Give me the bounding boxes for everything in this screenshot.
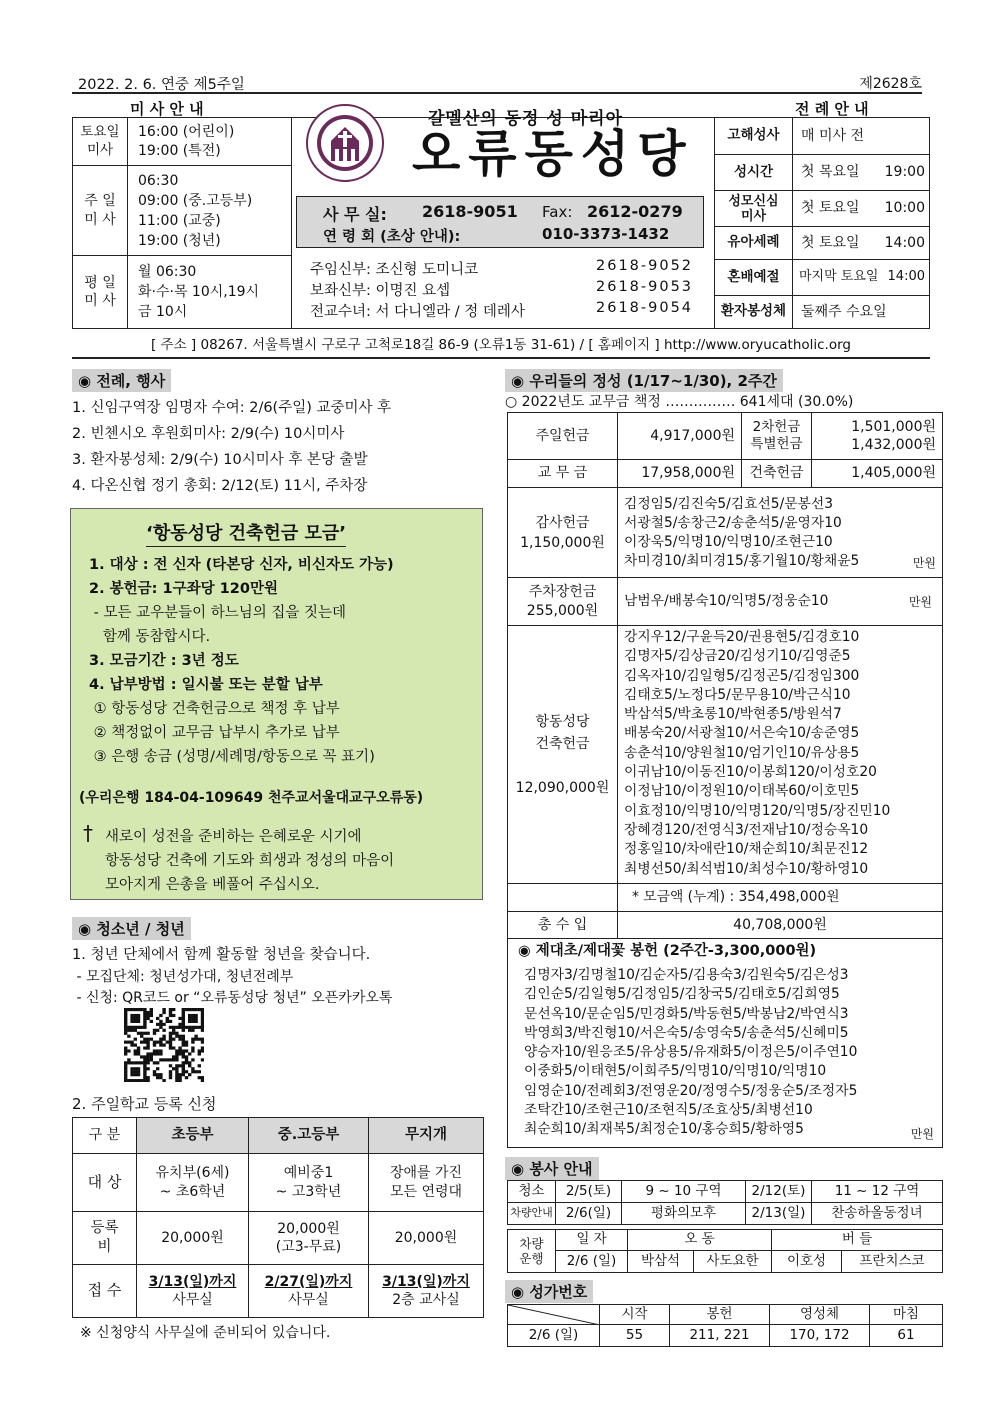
hymns-title: ◉ 성가번호 [505,1280,593,1303]
school-row-label: 접 수 [73,1265,137,1318]
hymns-cell: 2/6 (일) [508,1325,600,1347]
clergy-pastor: 주임신부: 조신형 도미니코 [310,262,479,278]
liturgy-value: 첫 목요일 19:00 [793,155,930,191]
vehicle-cell: 2/6 (일) [556,1251,628,1273]
school-title: 2. 주일학교 등록 신청 [72,1095,217,1113]
parish-name: 오류동성당 [412,125,694,183]
liturgy-label: 성모신심 미사 [715,191,793,227]
youth-section [72,917,191,940]
office-box [296,196,704,248]
issue-date-line [72,72,922,94]
hymns-header: 봉헌 [670,1305,770,1325]
clergy-assistant: 보좌신부: 이명진 요셉 [310,283,451,299]
candle-title: ◉ 제대초/제대꽃 봉헌 (2주간-3,300,000원) [518,943,817,959]
clergy-sisters-phone: 2618-9054 [596,300,694,316]
qr-code-icon[interactable] [124,1008,204,1082]
school-table [72,1117,484,1318]
service-title: ◉ 봉사 안내 [505,1157,599,1180]
hymns-cell: 55 [600,1325,670,1347]
event-item: 4. 다온신협 정기 총회: 2/12(토) 11시, 주차장 [72,478,368,494]
school-cell-deadline: 3/13(일)까지 2층 교사실 [369,1265,484,1318]
mass-label-weekday: 평 일 미 사 [73,256,128,329]
clergy-assistant-phone: 2618-9053 [596,279,694,295]
offerings-section [505,369,783,392]
bank-account: (우리은행 184-04-109649 천주교서울대교구오류동) [79,790,424,806]
liturgy-label: 환자봉성체 [715,296,793,329]
school-header: 초등부 [137,1118,249,1154]
liturgy-value: 둘째주 수요일 [793,296,930,329]
offerings-table [507,412,943,939]
liturgy-label: 혼배예절 [715,260,793,296]
school-cell-deadline: 3/13(일)까지 사무실 [137,1265,249,1318]
event-item: 3. 환자봉성체: 2/9(수) 10시미사 후 본당 출발 [72,452,368,468]
clergy-list [310,258,705,321]
liturgy-value: 첫 토요일 10:00 [793,191,930,227]
vehicle-table [507,1229,943,1273]
service-table [507,1180,943,1225]
vehicle-cell: 프란치스코 [842,1251,943,1273]
liturgy-value: 마지막 토요일 14:00 [793,260,930,296]
offering-label: 항동성당 건축헌금 12,090,000원 [508,626,618,884]
hymns-cell: 211, 221 [670,1325,770,1347]
offering-names: 남범우/배봉숙10/익명5/정웅순10 만원 [618,578,943,626]
service-value: 9 ~ 10 구역 [622,1181,746,1203]
offering-value: 1,501,000원 1,432,000원 [812,413,943,460]
school-cell: 장애를 가진 모든 연령대 [369,1154,484,1212]
vehicle-cell: 박삼석 [628,1251,694,1273]
hymns-header [508,1305,600,1325]
school-cell: 예비중1 ~ 고3학년 [249,1154,369,1212]
liturgy-title: 전 례 안 내 [795,100,869,118]
youth-title: ◉ 청소년 / 청년 [72,917,191,940]
building-fund-lines: 1. 대상 : 전 신자 (타본당 신자, 비신자도 가능) 2. 봉헌금: 1구좌당 120만원 - 모든 교우분들이 하느님의 집을 짓는데 함께 동참합시다. 3. 모금기간 : 3년 정도 4. 납부방법 : 일시불 또는 분할 납부 ① 항동성당 건축헌금으로 책정 후 납부 ② 책정없이 교무금 납부시 추가로 납부 ③ 은행 송금 (성명/세례명/항동으로 꼭 표기) [89,557,394,765]
service-date: 2/6(일) [556,1203,622,1225]
vehicle-header: 오 동 [628,1230,772,1251]
hymns-header: 영성체 [770,1305,870,1325]
address-line: [ 주소 ] 08267. 서울특별시 구로구 고척로18길 86-9 (오류1동 31-61) / [ 홈페이지 ] http://www.oryucatholic.org [72,333,930,359]
mass-table [72,117,292,329]
service-value: 평화의모후 [622,1203,746,1225]
liturgy-table [714,117,930,329]
liturgy-value: 매 미사 전 [793,118,930,155]
school-cell: 20,000원 (고3-무료) [249,1212,369,1265]
hymns-section [505,1280,593,1303]
events-title: ◉ 전례, 행사 [72,369,171,392]
liturgy-label: 유아세례 [715,227,793,260]
offering-label: 총 수 입 [508,912,618,939]
liturgy-label: 성시간 [715,155,793,191]
offering-label: 건축헌금 [742,460,812,488]
hymns-cell: 170, 172 [770,1325,870,1347]
school-cell: 20,000원 [369,1212,484,1265]
offerings-title: ◉ 우리들의 정성 (1/17~1/30), 2주간 [505,369,783,392]
building-fund-box [70,508,483,900]
vehicle-header: 버 들 [772,1230,943,1251]
school-header: 중.고등부 [249,1118,369,1154]
school-cell-deadline: 2/27(일)까지 사무실 [249,1265,369,1318]
offering-value: 4,917,000원 [618,413,742,460]
service-date: 2/12(토) [746,1181,812,1203]
mass-title: 미 사 안 내 [130,100,204,118]
offering-label: 주차장헌금 255,000원 [508,578,618,626]
funeral-phone: 010-3373-1432 [542,225,670,243]
offering-value: 1,405,000원 [812,460,943,488]
event-item: 1. 신임구역장 임명자 수여: 2/6(주일) 교중미사 후 [72,400,392,416]
offering-label: 2차헌금 특별헌금 [742,413,812,460]
event-item: 2. 빈첸시오 후원회미사: 2/9(수) 10시미사 [72,426,345,442]
issue-date: 2022. 2. 6. 연중 제5주일 [78,77,245,93]
mass-times-weekday: 월 06:30 화·수·목 10시,19시 금 10시 [128,256,292,329]
offering-names: 강지우12/구윤득20/권용현5/김경호10 김명자5/김상금20/김성기10/김영준5 김옥자10/김일형5/김정곤5/김정임300 김태호5/노정다5/문무용10/박근식10 박삼석5/박초롱10/박현종5/방원석7 배봉숙20/서광철10/서은숙10/송준영5 송춘석10/양원철10/엄기인10/유상용5 이귀남10/이동진10/이봉희120/이성호20 이정남10/이정원10/이태복60/이호민5 이효정10/익명10/익명120/익명5/장진민10 장혜경120/전영식3/전재남10/정승옥10 정홍일10/차애란10/채순희10/최문진12 최병선50/최석범10/최성수10/황하영10 [618,626,943,884]
tithe-note: ○ 2022년도 교무금 책정 …………… 641세대 (30.0%) [505,394,854,410]
offering-total: 40,708,000원 [618,912,943,939]
fax-number: 2612-0279 [587,202,683,221]
candle-names: 김명자3/김명철10/김순자5/김용숙3/김원숙5/김은성3 김인순5/김일형5/김정임5/김창국5/김태호5/김희영5 문선옥10/문순임5/민경화5/박동현5/박봉남2/박연식3 박영희3/박진형10/서은숙5/송영숙5/송춘석5/신혜미5 양승자10/원응조5/유상용5/유재화5/이정은5/이주연10 이중화5/이태현5/이희주5/익명10/익명10/익명10 임영순10/전례회3/전영운20/정영수5/정웅순5/조정자5 조탁간10/조현근10/조현직5/조효상5/최병선10 최순희10/최재복5/최정순10/홍승희5/황하영5 [524,967,858,1138]
funeral-label: 연 령 회 (초상 안내): [323,229,461,245]
clergy-pastor-phone: 2618-9052 [596,258,694,274]
hymns-header: 마침 [870,1305,943,1325]
hangdong-total: * 모금액 (누계) : 354,498,000원 [618,884,943,912]
school-header: 무지개 [369,1118,484,1154]
school-row-label: 등록 비 [73,1212,137,1265]
service-value: 11 ~ 12 구역 [812,1181,943,1203]
offering-names: 김정임5/김진숙5/김효선5/문봉선3 서광철5/송창근2/송춘석5/윤영자10 이장욱5/익명10/익명10/조현근10 차미경10/최미경15/홍기월10/황채윤5 만원 [618,488,943,578]
service-date: 2/13(일) [746,1203,812,1225]
candle-unit: 만원 [910,1127,934,1141]
parish-logo [305,103,385,183]
hymns-cell: 61 [870,1325,943,1347]
prayer-text: 새로이 성전을 준비하는 은혜로운 시기에 항동성당 건축에 기도와 희생과 정성의 마음이 모아지게 은총을 베풀어 주십시오. [105,829,395,893]
issue-number: 제2628호 [859,76,922,92]
vehicle-cell: 사도요한 [694,1251,772,1273]
offering-label: 교 무 금 [508,460,618,488]
office-label: 사 무 실: [323,205,387,224]
vehicle-label: 차량 운행 [508,1230,556,1273]
vehicle-cell: 이호성 [772,1251,842,1273]
liturgy-value: 첫 토요일 14:00 [793,227,930,260]
office-phone: 2618-9051 [422,202,518,221]
service-label: 차량안내 [508,1203,556,1225]
school-note: ※ 신청양식 사무실에 준비되어 있습니다. [80,1325,331,1341]
offering-value: 17,958,000원 [618,460,742,488]
mass-label-sunday: 주 일 미 사 [73,166,128,256]
offering-label: 주일헌금 [508,413,618,460]
candle-box [507,936,943,1148]
service-label: 청소 [508,1181,556,1203]
school-cell: 20,000원 [137,1212,249,1265]
service-value: 찬송하올동정녀 [812,1203,943,1225]
youth-lines: 1. 청년 단체에서 함께 활동할 청년을 찾습니다. - 모집단체: 청년성가대, 청년전례부 - 신청: QR코드 or “오류동성당 청년” 오픈카카오톡 [72,947,393,1006]
hymns-diagonal [508,1305,600,1325]
service-date: 2/5(토) [556,1181,622,1203]
parish-subtitle: 갈멜산의 동정 성 마리아 [428,109,623,129]
liturgy-label: 고해성사 [715,118,793,155]
school-row-label: 대 상 [73,1154,137,1212]
service-section [505,1157,599,1180]
events-section [72,369,171,392]
school-header: 구 분 [73,1118,137,1154]
school-cell: 유치부(6세) ~ 초6학년 [137,1154,249,1212]
clergy-sisters: 전교수녀: 서 다니엘라 / 정 데레사 [310,304,525,320]
offering-label: 감사헌금 1,150,000원 [508,488,618,578]
vehicle-header: 일 자 [556,1230,628,1251]
mass-times-saturday: 16:00 (어린이) 19:00 (특전) [128,118,292,166]
mass-label-saturday: 토요일 미사 [73,118,128,166]
hymns-header: 시작 [600,1305,670,1325]
cross-icon: † [83,821,93,845]
building-fund-title: ‘항동성당 건축헌금 모금’ [146,519,346,547]
fax-label: Fax: [542,203,573,221]
hymns-table [507,1304,943,1347]
events-list [72,395,492,499]
mass-times-sunday: 06:30 09:00 (중.고등부) 11:00 (교중) 19:00 (청년) [128,166,292,256]
